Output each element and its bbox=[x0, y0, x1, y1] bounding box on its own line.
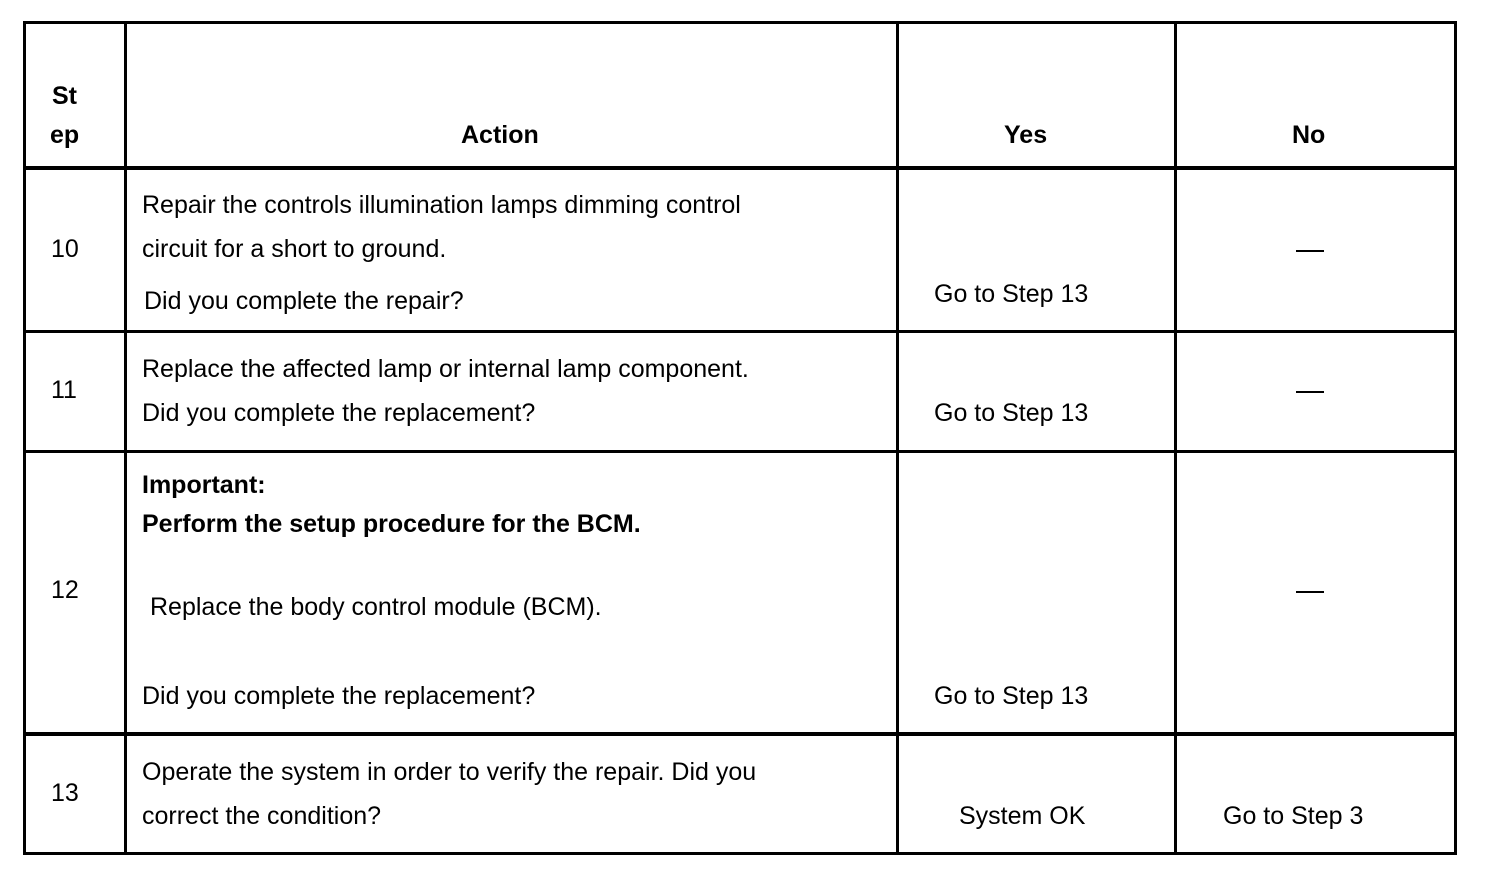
row-12-action-line1: Replace the body control module (BCM). bbox=[150, 593, 602, 621]
row-11-no bbox=[1296, 377, 1324, 407]
row-divider-10-11 bbox=[23, 330, 1457, 333]
row-divider-11-12 bbox=[23, 450, 1457, 453]
row-12-action-line2: Did you complete the replacement? bbox=[142, 682, 536, 710]
table-border-left bbox=[23, 21, 26, 855]
row-13-step: 13 bbox=[51, 779, 79, 807]
row-11-yes: Go to Step 13 bbox=[934, 399, 1089, 427]
table-border-right bbox=[1454, 21, 1457, 855]
header-action: Action bbox=[461, 121, 539, 149]
header-yes: Yes bbox=[1004, 121, 1048, 149]
row-10-step: 10 bbox=[51, 235, 79, 263]
row-10-no bbox=[1296, 236, 1324, 266]
row-13-no: Go to Step 3 bbox=[1223, 802, 1364, 830]
header-step-line2: ep bbox=[50, 121, 80, 149]
row-13-action-line2: correct the condition? bbox=[142, 802, 382, 830]
row-10-action-line3: Did you complete the repair? bbox=[144, 287, 464, 315]
row-12-yes: Go to Step 13 bbox=[934, 682, 1089, 710]
row-13-action-line1: Operate the system in order to verify the repair. Did you bbox=[142, 758, 757, 786]
row-12-important-label: Important: bbox=[142, 471, 266, 499]
row-11-step: 11 bbox=[51, 376, 77, 404]
row-10-action-line1: Repair the controls illumination lamps dimming control bbox=[142, 191, 741, 219]
table-border-top bbox=[23, 21, 1457, 24]
row-11-action-line1: Replace the affected lamp or internal lamp component. bbox=[142, 355, 749, 383]
col-divider-action-yes bbox=[896, 21, 899, 855]
header-divider bbox=[23, 166, 1457, 170]
row-10-yes: Go to Step 13 bbox=[934, 280, 1089, 308]
diagnostic-table bbox=[23, 21, 1457, 855]
row-12-important-text: Perform the setup procedure for the BCM. bbox=[142, 510, 641, 538]
col-divider-yes-no bbox=[1174, 21, 1177, 855]
row-11-action-line2: Did you complete the replacement? bbox=[142, 399, 536, 427]
table-border-bottom bbox=[23, 852, 1457, 855]
col-divider-step-action bbox=[124, 21, 127, 855]
row-13-yes: System OK bbox=[959, 802, 1086, 830]
row-10-action-line2: circuit for a short to ground. bbox=[142, 235, 447, 263]
row-divider-12-13 bbox=[23, 732, 1457, 736]
row-12-no bbox=[1296, 577, 1324, 607]
header-step-line1: St bbox=[52, 82, 77, 110]
header-no: No bbox=[1292, 121, 1326, 149]
row-12-step: 12 bbox=[51, 576, 79, 604]
